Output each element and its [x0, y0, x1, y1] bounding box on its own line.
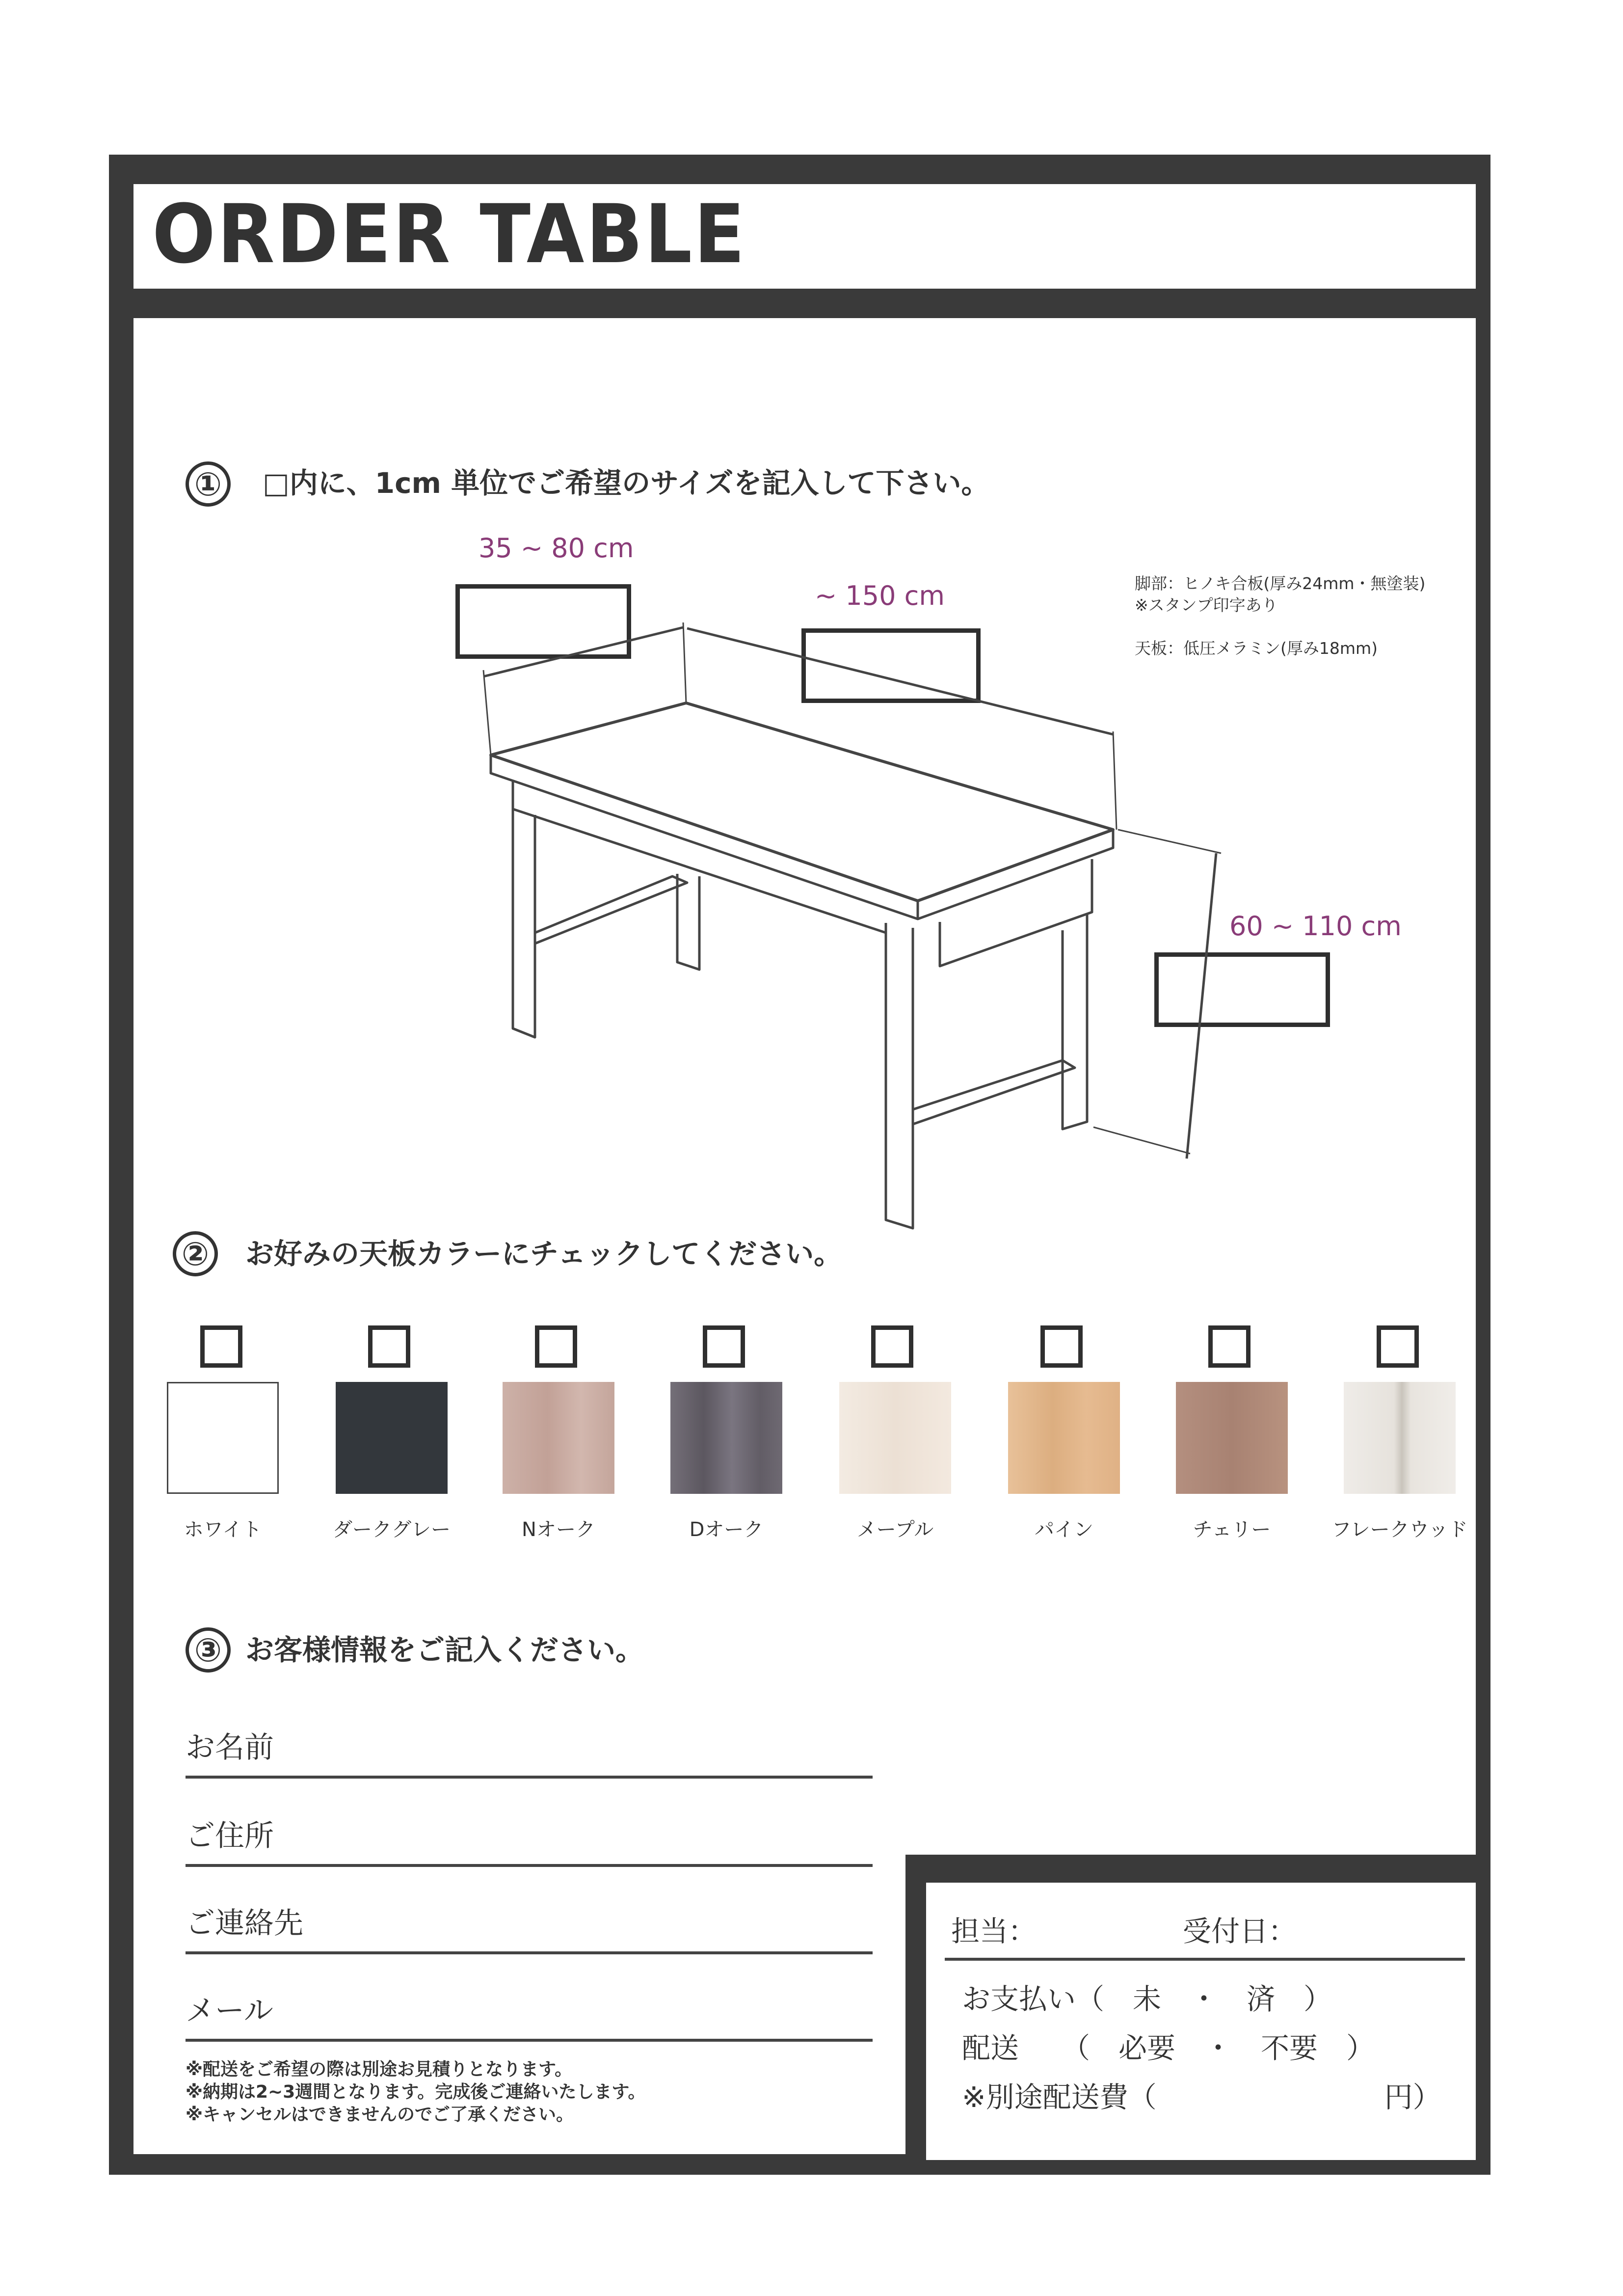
height-dimension-line [1187, 853, 1216, 1159]
note-delivery: ※配送をご希望の際は別途お見積りとなります。 [186, 2059, 573, 2080]
notes [186, 2058, 646, 2126]
swatch-pine [1008, 1382, 1120, 1494]
spec-leg-note: ※スタンプ印字あり [1135, 595, 1278, 615]
delivery-status: 配送 （ 必要 ・ 不要 ） [962, 2031, 1375, 2065]
swatch-d-oak [670, 1382, 782, 1494]
color-label-flake-wood: フレークウッド [1331, 1518, 1468, 1541]
email-label: メール [186, 1994, 273, 2028]
spec-top: 天板：低圧メラミン(厚み18mm) [1135, 639, 1378, 658]
delivery-fee: ※別途配送費（ 円） [962, 2080, 1441, 2114]
office-divider [945, 1958, 1465, 1961]
step2-instruction: お好みの天板カラーにチェックしてください。 [245, 1237, 843, 1270]
staff-label: 担当： [951, 1915, 1037, 1948]
width-range-label: ~ 150 cm [815, 580, 945, 611]
step3-instruction: お客様情報をご記入ください。 [245, 1633, 644, 1667]
step3-number: ③ [186, 1627, 231, 1673]
page-title: ORDER TABLE [152, 187, 747, 281]
color-checkbox-white[interactable] [200, 1325, 242, 1368]
depth-dimension-line [483, 627, 683, 676]
width-dimension-line [687, 628, 1113, 734]
swatch-flake-wood [1344, 1382, 1456, 1494]
received-date-label: 受付日： [1183, 1915, 1297, 1948]
color-label-white: ホワイト [184, 1518, 262, 1541]
color-label-d-oak: Dオーク [689, 1518, 764, 1541]
color-checkbox-pine[interactable] [1040, 1325, 1083, 1368]
color-label-n-oak: Nオーク [522, 1518, 595, 1541]
color-label-dark-gray: ダークグレー [333, 1518, 451, 1541]
swatch-n-oak [503, 1382, 614, 1494]
contact-field[interactable] [186, 1951, 873, 1954]
email-field[interactable] [186, 2039, 873, 2042]
table-top-surface [491, 703, 1113, 901]
step2-number: ② [173, 1231, 218, 1276]
payment-status: お支払い（ 未 ・ 済 ） [962, 1982, 1332, 2016]
color-label-cherry: チェリー [1193, 1518, 1271, 1541]
spec-leg: 脚部：ヒノキ合板(厚み24mm・無塗装) [1135, 574, 1426, 593]
color-label-maple: メープル [856, 1518, 934, 1541]
color-checkbox-d-oak[interactable] [703, 1325, 745, 1368]
step1-number: ① [186, 461, 231, 507]
name-label: お名前 [186, 1730, 274, 1765]
color-checkbox-cherry[interactable] [1208, 1325, 1251, 1368]
note-cancel: ※キャンセルはできませんのでご了承ください。 [186, 2105, 574, 2125]
swatch-white [167, 1382, 279, 1494]
name-field[interactable] [186, 1776, 873, 1779]
depth-range-label: 35 ~ 80 cm [479, 533, 634, 564]
swatch-cherry [1176, 1382, 1288, 1494]
color-label-pine: パイン [1035, 1518, 1093, 1541]
note-lead-time: ※納期は2~3週間となります。完成後ご連絡いたします。 [186, 2082, 646, 2103]
color-checkbox-dark-gray[interactable] [368, 1325, 410, 1368]
address-label: ご住所 [186, 1819, 274, 1853]
contact-label: ご連絡先 [186, 1906, 303, 1941]
color-checkbox-maple[interactable] [871, 1325, 913, 1368]
swatch-dark-gray [336, 1382, 448, 1494]
address-field[interactable] [186, 1864, 873, 1867]
color-checkbox-flake-wood[interactable] [1377, 1325, 1419, 1368]
height-range-label: 60 ~ 110 cm [1229, 911, 1402, 942]
swatch-maple [839, 1382, 951, 1494]
step1-instruction: □内に、1cm 単位でご希望のサイズを記入して下さい。 [263, 466, 990, 500]
color-checkbox-n-oak[interactable] [535, 1325, 577, 1368]
